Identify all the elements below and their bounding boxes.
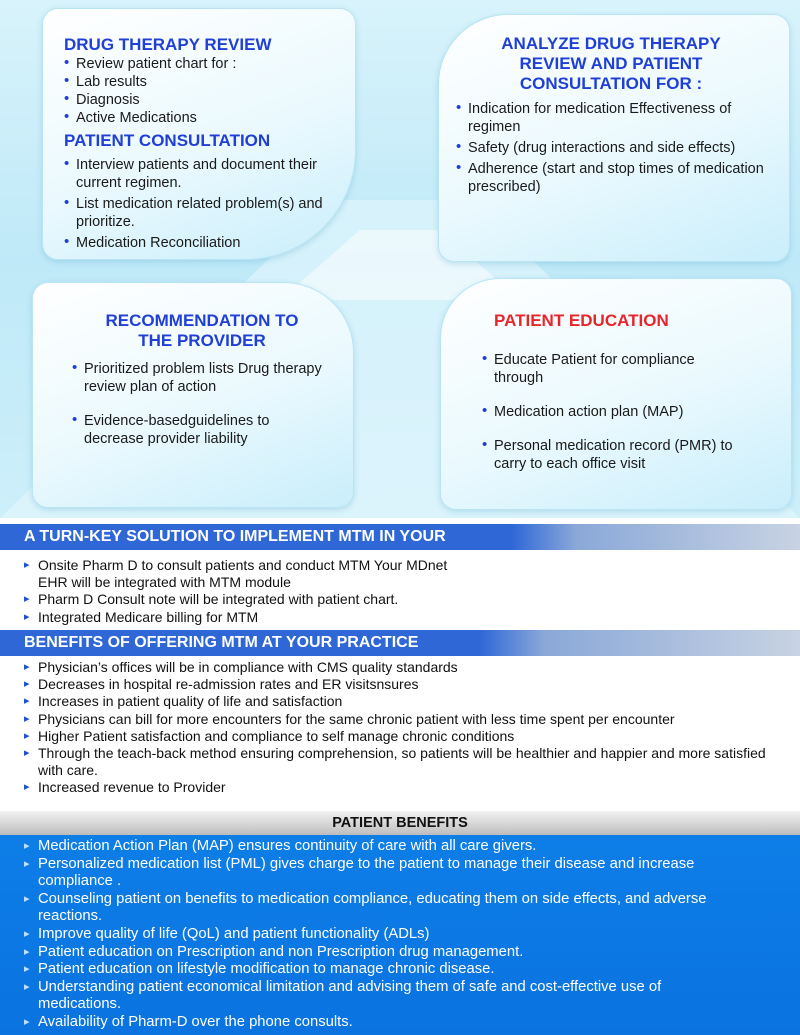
patient-benefits-list [24,838,744,1032]
patient-consultation-title: PATIENT CONSULTATION [64,131,271,150]
list-item: • Prioritized problem lists Drug therapy review plan of action [72,360,332,396]
list-item: ▸ Availability of Pharm-D over the phone consults. [24,1014,744,1032]
list-item: ▸ Personalized medication list (PML) gives charge to the patient to manage their disease and increase compliance . [24,856,744,891]
patient-education-section [482,311,742,473]
list-item: ▸ Integrated Medicare billing for MTM [24,609,464,626]
recommendation-list [72,360,332,448]
analyze-title-line: CONSULTATION FOR : [519,74,703,93]
list-item: ▸ Medication Action Plan (MAP) ensures continuity of care with all care givers. [24,838,744,856]
list-item: • Evidence-basedguidelines to decrease provider liability [72,412,332,448]
list-item: • Medication Reconciliation [64,234,354,252]
recommendation-title [72,311,332,351]
list-item: • Safety (drug interactions and side effects) [456,139,766,157]
analyze-list [456,100,766,196]
list-item: • Medication action plan (MAP) [482,403,742,421]
list-item: ▸ Improve quality of life (QoL) and patient functionality (ADLs) [24,926,744,944]
patient-benefits-title: PATIENT BENEFITS [0,811,800,835]
list-item: ▸ Increased revenue to Provider [24,779,794,796]
list-item: ▸ Patient education on Prescription and non Prescription drug management. [24,944,744,962]
list-item: ▸ Physician’s offices will be in compliance with CMS quality standards [24,659,794,676]
list-item: ▸ Through the teach-back method ensuring comprehension, so patients will be healthier and happier and more satisfied with care. [24,745,794,779]
list-item: • Personal medication record (PMR) to carry to each office visit [482,437,742,473]
patient-education-title: PATIENT EDUCATION [494,311,669,330]
recommendation-section [72,311,332,448]
education-list [482,351,742,473]
benefits-heading-bar: BENEFITS OF OFFERING MTM AT YOUR PRACTICE [0,630,800,656]
list-item: • Diagnosis [64,91,354,109]
recommendation-title-line: RECOMMENDATION TO [105,311,299,330]
drug-therapy-review-section [64,35,354,252]
list-item: ▸ Understanding patient economical limitation and advising them of safe and cost-effective use of medications. [24,979,744,1014]
list-item: ▸ Counseling patient on benefits to medication compliance, educating them on side effects, and adverse reactions. [24,891,744,926]
list-item: ▸ Higher Patient satisfaction and compliance to self manage chronic conditions [24,728,794,745]
turnkey-heading-bar: A TURN-KEY SOLUTION TO IMPLEMENT MTM IN YOUR [0,524,800,550]
drug-therapy-review-title: DRUG THERAPY REVIEW [64,35,272,54]
list-item: • Interview patients and document their current regimen. [64,156,354,192]
analyze-title-line: REVIEW AND PATIENT [519,54,703,73]
list-item: • List medication related problem(s) and prioritize. [64,195,354,231]
benefits-list [24,659,794,797]
list-item: ▸ Patient education on lifestyle modification to manage chronic disease. [24,961,744,979]
list-item: • Indication for medication Effectiveness of regimen [456,100,766,136]
list-item: ▸ Onsite Pharm D to consult patients and conduct MTM Your MDnet EHR will be integrated with MTM module [24,557,464,591]
list-item: ▸ Increases in patient quality of life and satisfaction [24,693,794,710]
recommendation-title-line: THE PROVIDER [138,331,266,350]
analyze-section [456,34,766,196]
list-item: • Active Medications [64,109,354,127]
consultation-list [64,156,354,252]
patient-benefits-panel [0,811,800,1035]
list-item: ▸ Physicians can bill for more encounters for the same chronic patient with less time spent per encounter [24,711,794,728]
drug-review-list [64,55,354,127]
list-item: • Educate Patient for compliance through [482,351,742,387]
list-item: • Review patient chart for : [64,55,354,73]
list-item: • Adherence (start and stop times of medication prescribed) [456,160,766,196]
turnkey-list [24,557,464,626]
analyze-title-line: ANALYZE DRUG THERAPY [501,34,721,53]
list-item: ▸ Decreases in hospital re-admission rates and ER visitsnsures [24,676,794,693]
list-item: ▸ Pharm D Consult note will be integrated with patient chart. [24,591,464,608]
list-item: • Lab results [64,73,354,91]
analyze-title [456,34,766,94]
